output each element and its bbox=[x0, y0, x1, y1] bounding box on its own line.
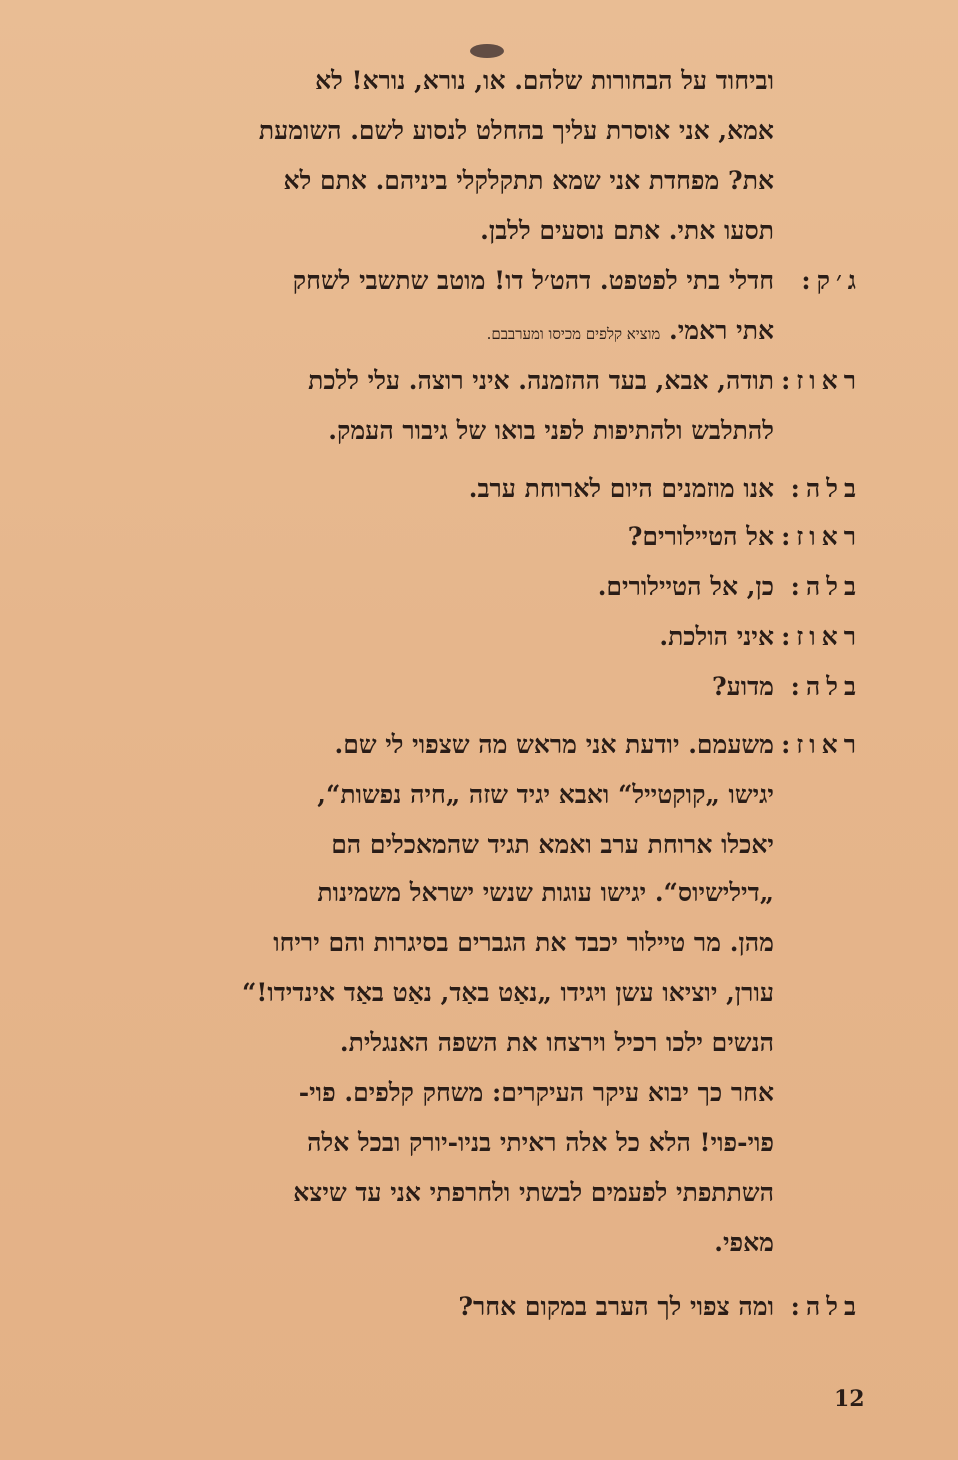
line-text: אחר כך יבוא עיקר העיקרים: משחק קלפים. פוי- bbox=[298, 1078, 774, 1107]
speaker-name: ראוז: bbox=[781, 366, 862, 395]
speaker-name: ג׳ק: bbox=[801, 266, 862, 295]
speaker-name: ראוז: bbox=[781, 622, 862, 651]
speaker-name: בלה: bbox=[790, 572, 862, 601]
line-text: ומה צפוי לך הערב במקום אחר? bbox=[458, 1292, 774, 1321]
speaker-name: בלה: bbox=[790, 672, 862, 701]
speaker-name: בלה: bbox=[790, 474, 862, 503]
line-text: אמא, אני אוסרת עליך בהחלט לנסוע לשם. השומעת bbox=[258, 116, 774, 145]
speaker-name: ראוז: bbox=[781, 522, 862, 551]
line-text: „דילישיוס“. יגישו עוגות שנשי ישראל משמינות bbox=[317, 878, 774, 907]
line-text: יגישו „קוקטייל“ ואבא יגיד שזה „חיה נפשות“, bbox=[317, 780, 774, 809]
line-text: להתלבש ולהתיפות לפני בואו של גיבור העמק. bbox=[328, 416, 774, 445]
line-text: יאכלו ארוחת ערב ואמא תגיד שהמאכלים הם bbox=[331, 830, 774, 859]
ink-blot bbox=[470, 44, 504, 58]
line-text: אנו מוזמנים היום לארוחת ערב. bbox=[468, 474, 774, 503]
speaker-name: ראוז: bbox=[781, 730, 862, 759]
line-text: איני הולכת. bbox=[659, 622, 774, 651]
line-with-stage-direction bbox=[487, 314, 774, 351]
line-text: הנשים ילכו רכיל וירצחו את השפה האנגלית. bbox=[339, 1028, 774, 1057]
line-text: פוי-פוי! הלא כל אלה ראיתי בניו-יורק ובכל אלה bbox=[307, 1128, 774, 1157]
speaker-name: בלה: bbox=[790, 1292, 862, 1321]
line-text: וביחוד על הבחורות שלהם. או, נורא, נורא! לא bbox=[315, 66, 774, 95]
line-text: את? מפחדת אני שמא תתקלקלי ביניהם. אתם לא bbox=[283, 166, 774, 195]
line-text: מהן. מר טיילור יכבד את הגברים בסיגרות והם יריחו bbox=[273, 928, 774, 957]
line-text: השתתפתי לפעמים לבשתי ולחרפתי אני עד שיצא bbox=[293, 1178, 774, 1207]
line-text: משעמם. יודעת אני מראש מה שצפוי לי שם. bbox=[334, 730, 774, 759]
line-text: חדלי בתי לפטפט. דהט׳ל דו! מוטב שתשבי לשחק bbox=[292, 266, 774, 295]
line-text: אתי ראמי. bbox=[669, 316, 774, 345]
line-text: תודה, אבא, בעד ההזמנה. איני רוצה. עלי ללכת bbox=[308, 366, 774, 395]
line-text: כן, אל הטיילורים. bbox=[597, 572, 774, 601]
line-text: מדוע? bbox=[711, 672, 774, 701]
line-text: אל הטיילורים? bbox=[627, 522, 774, 551]
line-text: עורן, יוציאו עשן ויגידו „נאַט באַד, נאַט באַד אינדידו!“ bbox=[242, 978, 774, 1007]
line-text: מאפי. bbox=[714, 1228, 774, 1257]
stage-direction: מוציא קלפים מכיסו ומערבבם. bbox=[486, 325, 661, 343]
page-number: 12 bbox=[834, 1386, 865, 1412]
line-text: תסעו אתי. אתם נוסעים ללבן. bbox=[480, 216, 774, 245]
